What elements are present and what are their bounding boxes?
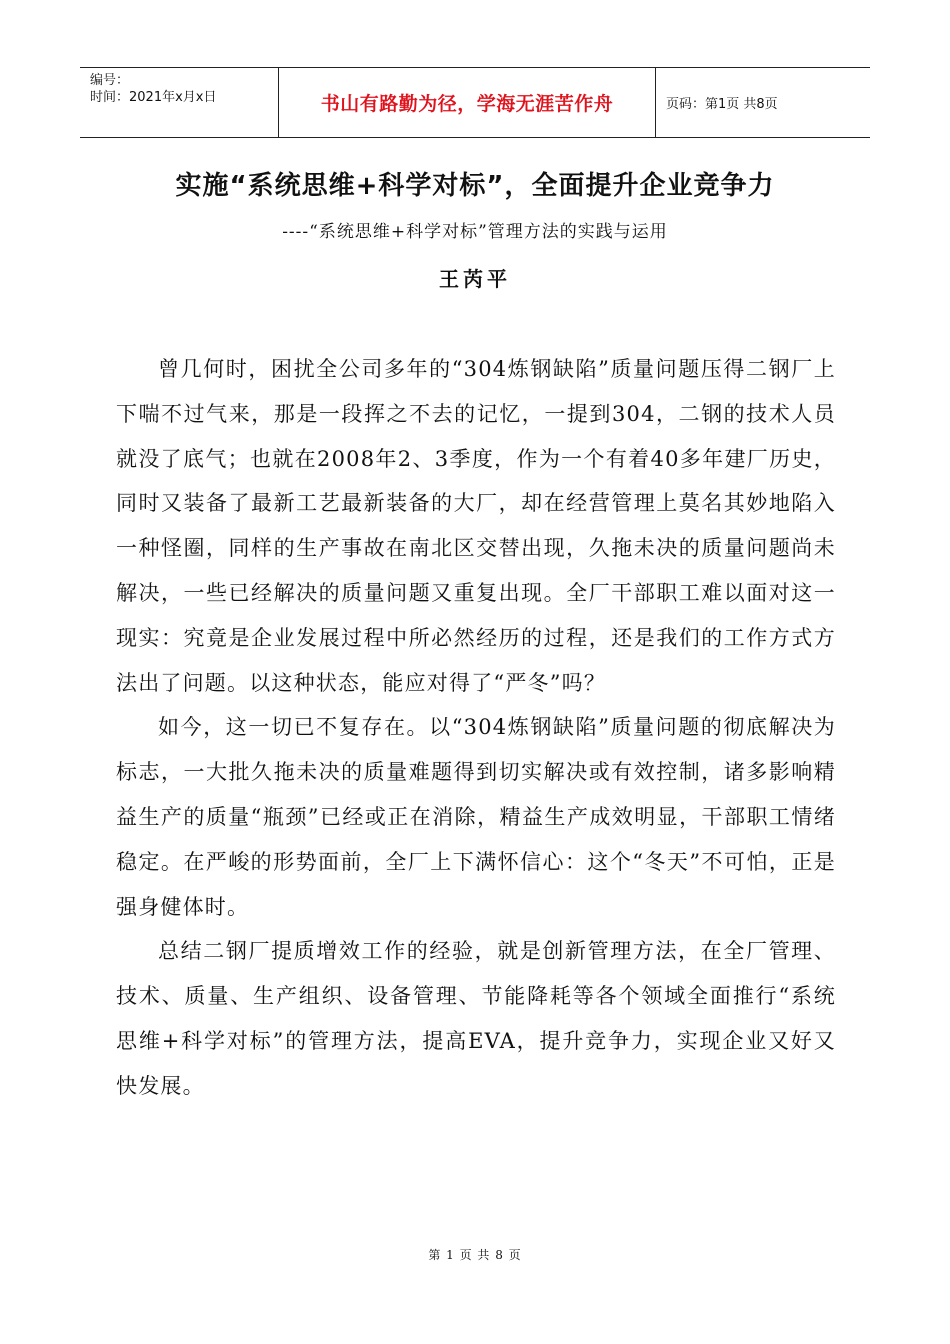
- body-paragraph: 曾几何时，困扰全公司多年的“304炼钢缺陷”质量问题压得二钢厂上下喘不过气来，那是一段挥之不去的记忆，一提到304，二钢的技术人员就没了底气；也就在2008年2、3季度，作为一个有着40多年建厂历史，同时又装备了最新工艺最新装备的大厂，却在经营管理上莫名其妙地陷入一种怪圈，同样的生产事故在南北区交替出现，久拖未决的质量问题尚未解决，一些已经解决的质量问题又重复出现。全厂干部职工难以面对这一现实：究竟是企业发展过程中所必然经历的过程，还是我们的工作方式方法出了问题。以这种状态，能应对得了“严冬”吗？: [116, 357, 836, 695]
- document-body: [116, 347, 836, 1109]
- page-footer: 第 1 页 共 8 页: [428, 1248, 522, 1262]
- body-paragraph: 总结二钢厂提质增效工作的经验，就是创新管理方法，在全厂管理、技术、质量、生产组织、设备管理、节能降耗等各个领域全面推行“系统思维+科学对标”的管理方法，提高EVA，提升竞争力，实现企业又好又快发展。: [116, 939, 836, 1098]
- document-number-label: 编号：: [90, 73, 130, 88]
- header-motto: 书山有路勤为径，学海无涯苦作舟: [279, 68, 656, 137]
- document-header: [80, 67, 870, 138]
- header-meta: [80, 68, 279, 137]
- document-author: 王芮平: [439, 267, 511, 291]
- document-title: 实施“系统思维+科学对标”，全面提升企业竞争力: [175, 171, 775, 201]
- document-date-label: 时间：2021年x月x日: [90, 90, 217, 105]
- body-paragraph: 如今，这一切已不复存在。以“304炼钢缺陷”质量问题的彻底解决为标志，一大批久拖未决的质量难题得到切实解决或有效控制，诸多影响精益生产的质量“瓶颈”已经或正在消除，精益生产成效明显，干部职工情绪稳定。在严峻的形势面前，全厂上下满怀信心：这个“冬天”不可怕，正是强身健体时。: [116, 715, 836, 919]
- header-page-number: 页码：第1页 共8页: [666, 97, 778, 112]
- document-subtitle: ----“系统思维+科学对标”管理方法的实践与运用: [282, 222, 668, 242]
